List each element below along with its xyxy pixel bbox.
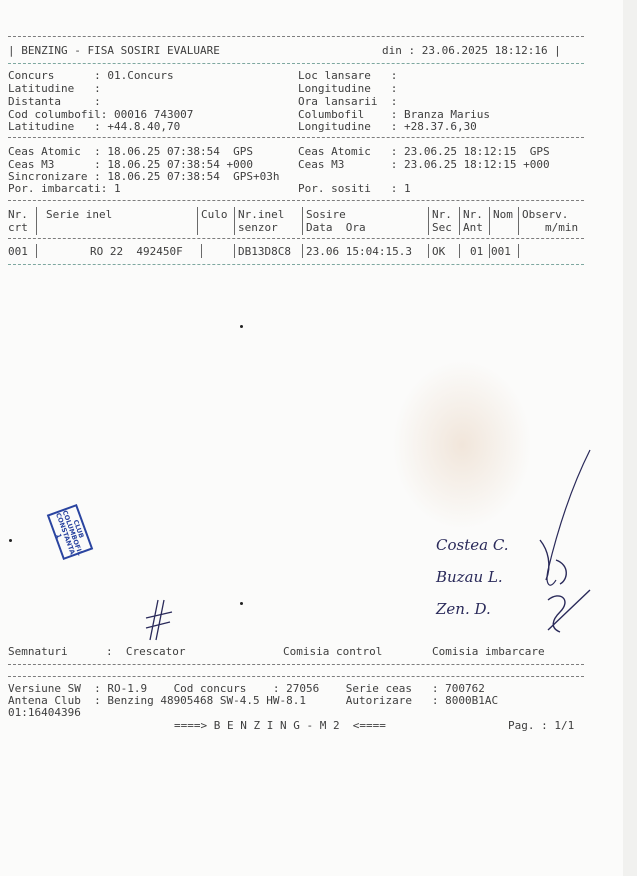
- clock-atomic-start: Ceas Atomic : 18.06.25 07:38:54 GPS: [8, 145, 254, 158]
- info-loc-lansare: Loc lansare :: [298, 69, 398, 82]
- footer-code: 01:16404396: [8, 706, 81, 719]
- info-ora-lansarii: Ora lansarii :: [298, 95, 398, 108]
- row-sec: OK: [432, 245, 446, 258]
- row-sosire: 23.06 15:04:15.3: [306, 245, 412, 258]
- clock-atomic-end: Ceas Atomic : 23.06.25 18:12:15 GPS: [298, 145, 550, 158]
- col-crt: crt: [8, 221, 28, 234]
- col-nr-sec: Nr.: [432, 208, 452, 221]
- col-sosire: Sosire: [306, 208, 346, 221]
- page-number: Pag. : 1/1: [508, 719, 575, 732]
- signature-crescator: : Crescator: [106, 645, 186, 658]
- footer-versiune: Versiune SW : RO-1.9 Cod concurs : 27056 Serie ceas : 700762: [8, 682, 485, 695]
- info-latitudine: Latitudine :: [8, 82, 101, 95]
- col-nr: Nr.: [8, 208, 28, 221]
- footer-brand: ====> B E N Z I N G - M 2 <====: [174, 719, 386, 732]
- info-columbofil: Columbofil : Branza Marius: [298, 108, 491, 121]
- signature-comisia-imbarcare: Comisia imbarcare: [432, 645, 545, 658]
- club-stamp: CLUB COLUMBOFIL CONSTANTA 1: [47, 504, 93, 560]
- report-date: din : 23.06.2025 18:12:16 |: [382, 44, 561, 57]
- info-concurs: Concurs : 01.Concurs: [8, 69, 174, 82]
- col-data-ora: Data Ora: [306, 221, 366, 234]
- handwritten-name-3: Zen. D.: [436, 600, 491, 618]
- porumbei-sositi: Por. sositi : 1: [298, 182, 411, 195]
- col-sec: Sec: [432, 221, 452, 234]
- col-nr-inel: Nr.inel: [238, 208, 285, 221]
- row-ant: 01: [470, 245, 484, 258]
- info-cod-columbofil: Cod columbofil: 00016 743007: [8, 108, 194, 121]
- separator-footer: [8, 676, 584, 677]
- report-title: | BENZING - FISA SOSIRI EVALUARE: [8, 44, 220, 57]
- col-observ: Observ.: [522, 208, 569, 221]
- row-serie-inel: RO 22 492450F: [90, 245, 183, 258]
- col-senzor: senzor: [238, 221, 278, 234]
- signature-comisia-control: Comisia control: [283, 645, 383, 658]
- info-latitudine-value: Latitudine : +44.8.40,70: [8, 120, 181, 133]
- col-m-min: m/min: [545, 221, 579, 234]
- separator-footer-top: [8, 664, 584, 665]
- clock-m3-start: Ceas M3 : 18.06.25 07:38:54 +000: [8, 158, 254, 171]
- handwritten-name-1: Costea C.: [436, 536, 509, 554]
- clock-sincronizare: Sincronizare : 18.06.25 07:38:54 GPS+03h: [8, 170, 280, 183]
- footer-antena: Antena Club : Benzing 48905468 SW-4.5 HW-8.1 Autorizare : 8000B1AC: [8, 694, 499, 707]
- col-nr-ant: Nr.: [463, 208, 483, 221]
- col-nom: Nom: [493, 208, 513, 221]
- info-distanta: Distanta :: [8, 95, 101, 108]
- info-longitudine-value: Longitudine : +28.37.6,30: [298, 120, 477, 133]
- info-longitudine: Longitudine :: [298, 82, 398, 95]
- row-nr-inel: DB13D8C8: [238, 245, 291, 258]
- porumbei-imbarcati: Por. imbarcati: 1: [8, 182, 121, 195]
- col-ant: Ant: [463, 221, 483, 234]
- col-culoare: Culo: [201, 208, 228, 221]
- row-nom: 001: [491, 245, 511, 258]
- signatures-label: Semnaturi: [8, 645, 68, 658]
- handwritten-name-2: Buzau L.: [436, 568, 503, 586]
- clock-m3-end: Ceas M3 : 23.06.25 18:12:15 +000: [298, 158, 550, 171]
- col-serie-inel: Serie inel: [46, 208, 113, 221]
- row-nr: 001: [8, 245, 28, 258]
